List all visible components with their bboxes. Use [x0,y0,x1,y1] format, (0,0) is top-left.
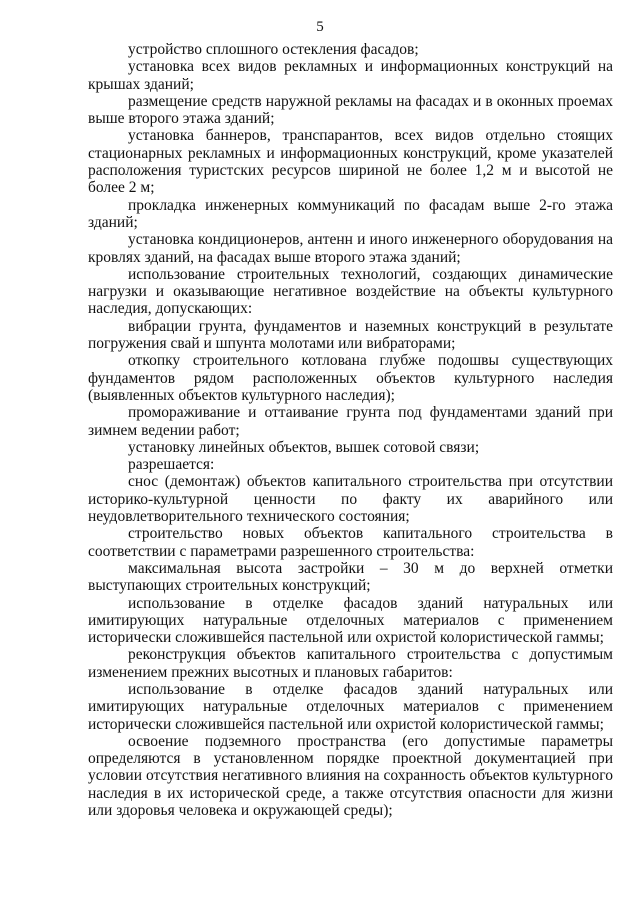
paragraph: установка кондиционеров, антенн и иного инженерного оборудования на кровлях зданий, на фасадах выше второго этажа зданий; [88,231,613,266]
paragraph: установка всех видов рекламных и информационных конструкций на крышах зданий; [88,58,613,93]
paragraph: промораживание и оттаивание грунта под фундаментами зданий при зимнем ведении работ; [88,404,613,439]
paragraph: использование в отделке фасадов зданий натуральных или имитирующих натуральные отделочных материалов с применением исторически сложившейся пастельной или охристой колористической гаммы; [88,594,613,647]
document-body [88,41,613,819]
paragraph: вибрации грунта, фундаментов и наземных конструкций в результате погружения свай и шпунта молотами или вибраторами; [88,317,613,353]
paragraph: установку линейных объектов, вышек сотовой связи; [128,438,480,456]
paragraph: использование строительных технологий, создающих динамические нагрузки и оказывающие негативное воздействие на объекты культурного наследия, допускающих: [88,265,613,318]
paragraph: максимальная высота застройки – 30 м до верхней отметки выступающих строительных конструкций; [88,559,613,595]
paragraph: использование в отделке фасадов зданий натуральных или имитирующих натуральные отделочных материалов с применением исторически сложившейся пастельной или охристой колористической гаммы; [88,680,613,733]
paragraph: освоение подземного пространства (его допустимые параметры определяются в установленном порядке проектной документацией при условии отсутствия негативного влияния на сохранность объектов культурного наследия в их исторической среде, а также отсутствия опасности для жизни или здоровья человека и окружающей среды); [88,732,613,820]
paragraph: снос (демонтаж) объектов капитального строительства при отсутствии историко-культурной ценности по факту их аварийного или неудовлетворительного технического состояния; [88,473,613,526]
paragraph: реконструкция объектов капитального строительства с допустимым изменением прежних высотных и плановых габаритов: [88,646,613,681]
paragraph: размещение средств наружной рекламы на фасадах и в оконных проемах выше второго этажа зданий; [88,92,613,128]
paragraph: строительство новых объектов капитального строительства в соответствии с параметрами разрешенного строительства: [88,525,613,560]
paragraph: прокладка инженерных коммуникаций по фасадам выше 2-го этажа зданий; [88,196,613,231]
page-number: 5 [316,19,324,35]
paragraph: откопку строительного котлована глубже подошвы существующих фундаментов рядом расположенных объектов культурного наследия (выявленных объектов культурного наследия); [88,352,613,404]
paragraph: разрешается: [128,456,215,474]
paragraph: установка баннеров, транспарантов, всех видов отдельно стоящих стационарных рекламных и информационных конструкций, кроме указателей расположения туристских ресурсов шириной не более 1,2 м и высотой не более 2 м; [88,127,613,197]
paragraph: устройство сплошного остекления фасадов; [128,41,419,58]
